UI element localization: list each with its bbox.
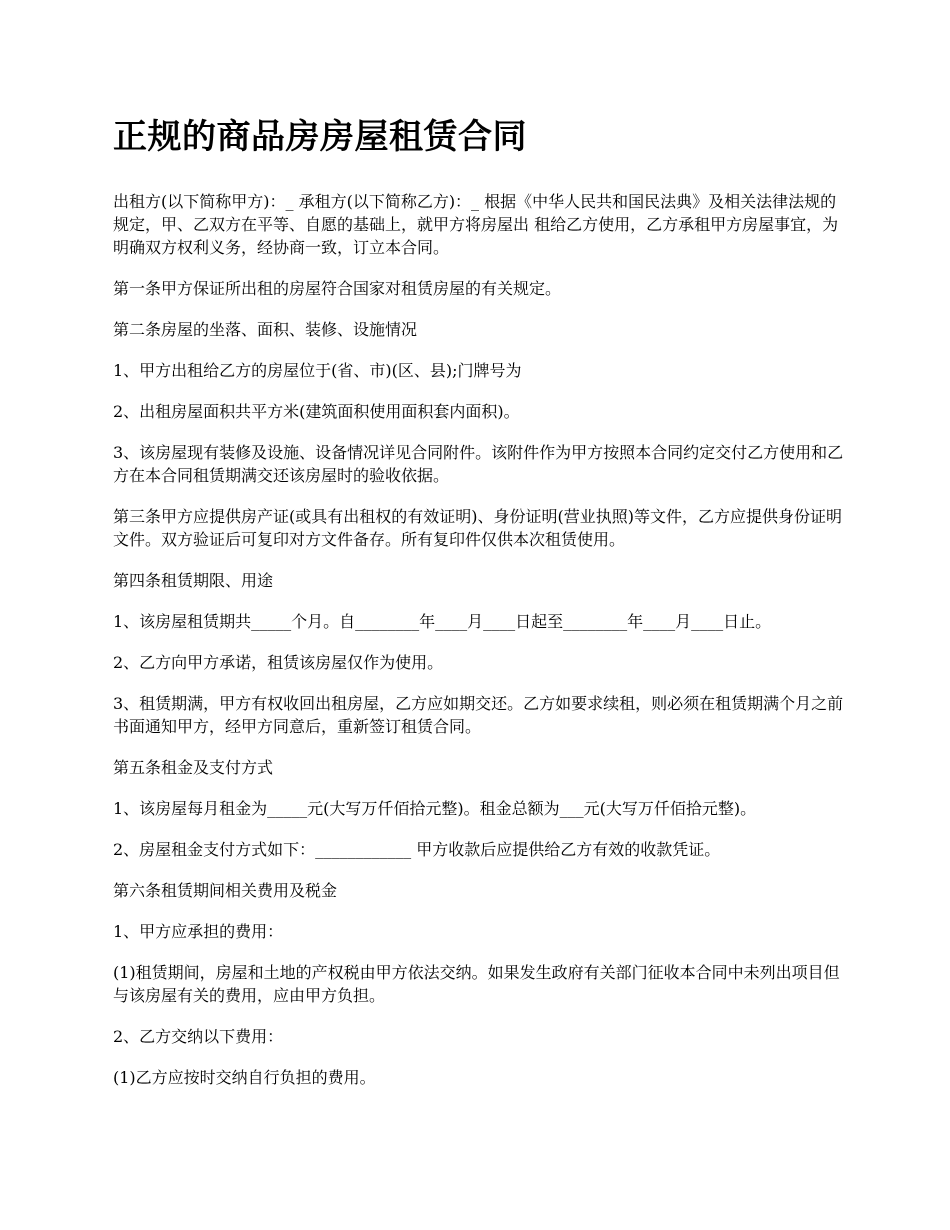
paragraph-article-6-heading: 第六条租赁期间相关费用及税金 <box>113 881 338 900</box>
paragraph-article-2-item-2: 2、出租房屋面积共平方米(建筑面积使用面积套内面积)。 <box>113 402 520 421</box>
paragraph-article-2-item-3: 3、该房屋现有装修及设施、设备情况详见合同附件。该附件作为甲方按照本合同约定交付乙方使用和乙方在本合同租赁期满交还该房屋时的验收依据。 <box>113 443 844 485</box>
paragraph-article-5-item-2: 2、房屋租金支付方式如下：____________ 甲方收款后应提供给乙方有效的收款凭证。 <box>113 840 721 859</box>
paragraph-article-2-item-1: 1、甲方出租给乙方的房屋位于(省、市)(区、县);门牌号为 <box>113 361 522 380</box>
paragraph-article-4-item-1: 1、该房屋租赁期共_____个月。自________年____月____日起至________年____月____日止。 <box>113 612 772 631</box>
document-title: 正规的商品房房屋租赁合同 <box>113 117 527 157</box>
paragraph-article-3: 第三条甲方应提供房产证(或具有出租权的有效证明)、身份证明(营业执照)等文件，乙方应提供身份证明文件。双方验证后可复印对方文件备存。所有复印件仅供本次租赁使用。 <box>113 507 842 549</box>
paragraph-preamble: 出租方(以下简称甲方)：_ 承租方(以下简称乙方)：_ 根据《中华人民共和国民法典》及相关法律法规的规定，甲、乙双方在平等、自愿的基础上，就甲方将房屋出 租给乙方使用，乙方承租甲方房屋事宜，为明确双方权利义务，经协商一致，订立本合同。 <box>113 192 839 257</box>
paragraph-article-2-heading: 第二条房屋的坐落、面积、装修、设施情况 <box>113 320 418 339</box>
paragraph-article-5-heading: 第五条租金及支付方式 <box>113 758 274 777</box>
paragraph-article-6-item-1-sub-1: (1)租赁期间，房屋和土地的产权税由甲方依法交纳。如果发生政府有关部门征收本合同中未列出项目但与该房屋有关的费用，应由甲方负担。 <box>113 963 840 1005</box>
paragraph-article-6-item-1: 1、甲方应承担的费用： <box>113 922 284 941</box>
paragraph-article-4-heading: 第四条租赁期限、用途 <box>113 571 274 590</box>
paragraph-article-1: 第一条甲方保证所出租的房屋符合国家对租赁房屋的有关规定。 <box>113 279 562 298</box>
paragraph-article-4-item-3: 3、租赁期满，甲方有权收回出租房屋，乙方应如期交还。乙方如要求续租，则必须在租赁期满个月之前书面通知甲方，经甲方同意后，重新签订租赁合同。 <box>113 694 844 736</box>
document-body <box>113 190 851 1089</box>
paragraph-article-6-item-2: 2、乙方交纳以下费用： <box>113 1027 284 1046</box>
paragraph-article-4-item-2: 2、乙方向甲方承诺，租赁该房屋仅作为使用。 <box>113 653 444 672</box>
paragraph-article-5-item-1: 1、该房屋每月租金为_____元(大写万仟佰拾元整)。租金总额为___元(大写万仟佰拾元整)。 <box>113 799 757 818</box>
paragraph-article-6-item-2-sub-1: (1)乙方应按时交纳自行负担的费用。 <box>113 1068 376 1087</box>
document-page <box>113 112 851 1107</box>
